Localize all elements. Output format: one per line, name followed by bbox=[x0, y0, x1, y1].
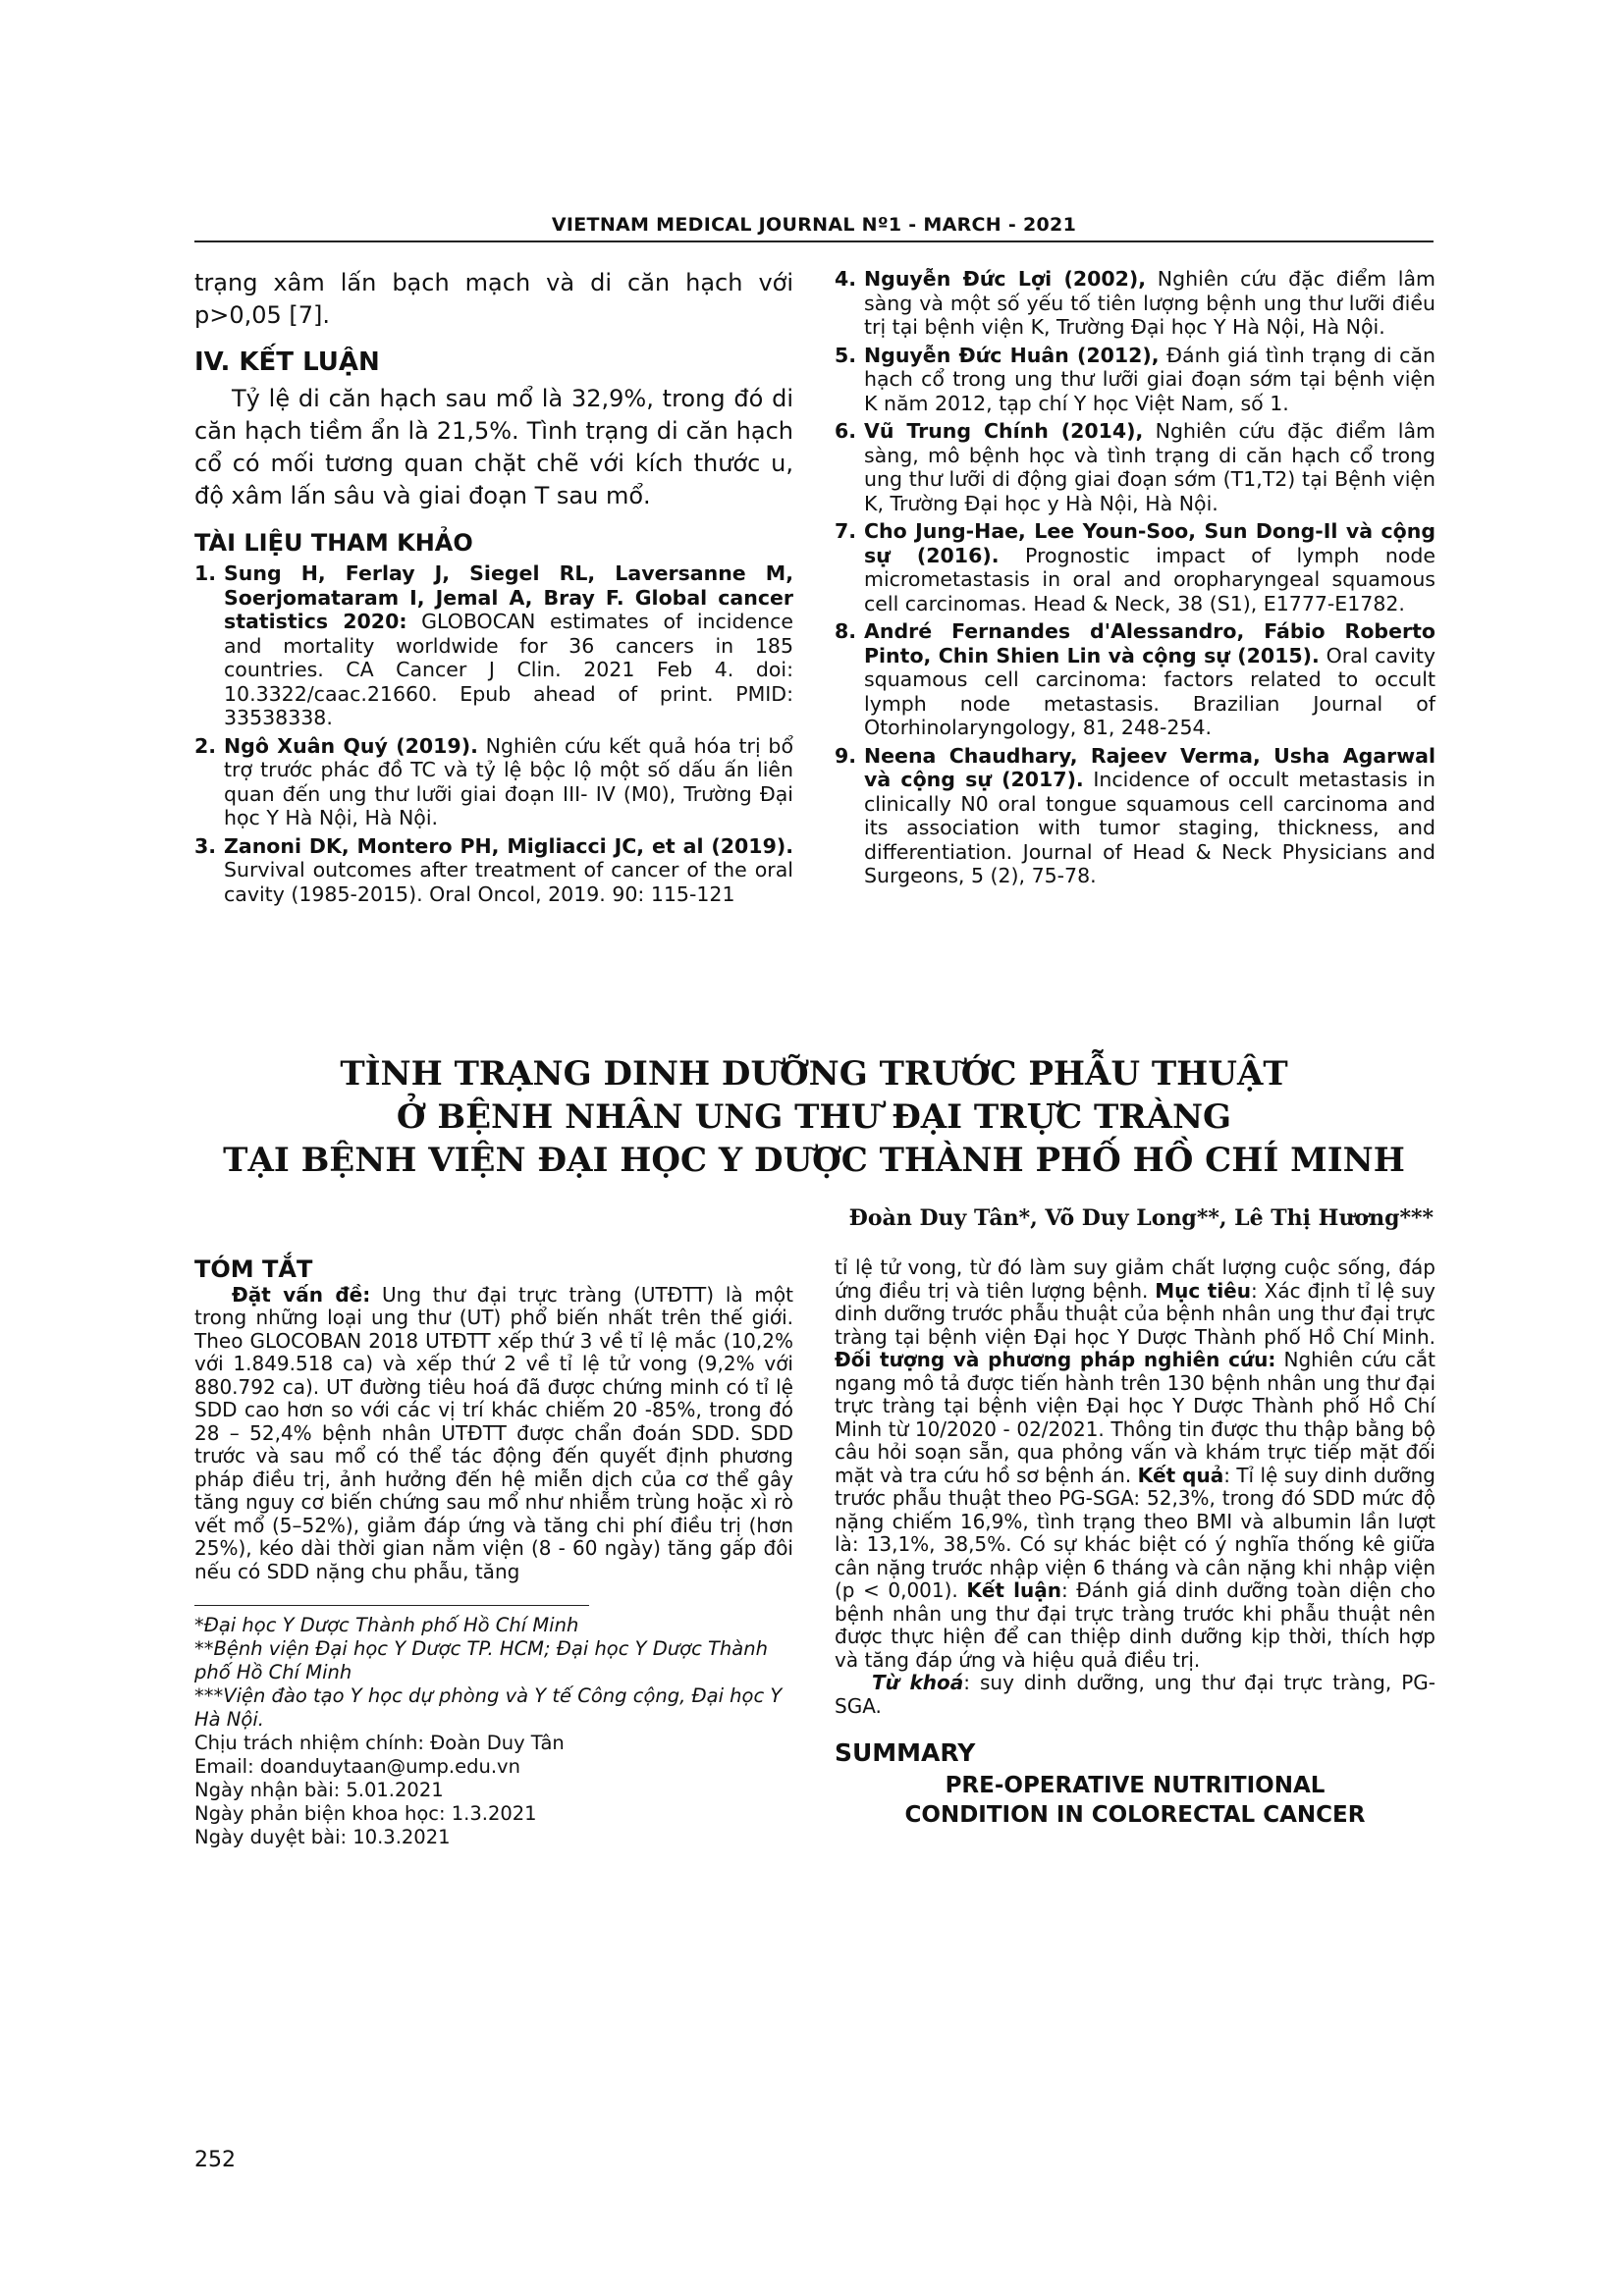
results-label: Kết quả bbox=[1137, 1463, 1224, 1487]
corresponding-author: Chịu trách nhiệm chính: Đoàn Duy Tân bbox=[194, 1732, 565, 1754]
reviewed-date: Ngày phản biện khoa học: 1.3.2021 bbox=[194, 1802, 537, 1825]
reference-text: Survival outcomes after treatment of cancer of the oral cavity (1985-2015). Oral Oncol, 2019. 90: 115-121 bbox=[224, 858, 793, 906]
reference-authors: Neena Chaudhary, Rajeev Verma, Usha Agarwal và cộng sự (2017). bbox=[864, 743, 1435, 791]
reference-authors: André Fernandes d'Alessandro, Fábio Roberto Pinto, Chin Shien Lin và cộng sự (2015). bbox=[864, 619, 1435, 667]
footnote-divider bbox=[194, 1605, 589, 1606]
reference-authors: Nguyễn Đức Lợi (2002), bbox=[864, 267, 1147, 291]
reference-item bbox=[835, 619, 1435, 740]
lower-left-column bbox=[194, 1255, 793, 1849]
reference-number: 9. bbox=[835, 743, 857, 768]
footnotes bbox=[194, 1614, 793, 1849]
reference-text: Nghiên cứu kết quả hóa trị bổ trợ trước phác đồ TC và tỷ lệ bộc lộ một số dấu ấn liên quan đến ung thư lưỡi giai đoạn III- IV (M0), Trường Đại học Y Hà Nội, Hà Nội. bbox=[224, 733, 793, 829]
reference-number: 3. bbox=[194, 833, 217, 858]
reference-item bbox=[835, 267, 1435, 340]
page-number: 252 bbox=[194, 2148, 236, 2172]
title-line: TÌNH TRẠNG DINH DƯỠNG TRƯỚC PHẪU THUẬT bbox=[340, 1054, 1288, 1094]
conclusion-text: : Đánh giá dinh dưỡng toàn diện cho bệnh nhân ung thư đại trực tràng trước khi phẫu thuật nên được thực hiện để can thiệp dinh dưỡng kịp thời, thích hợp và tăng đáp ứng và hiệu quả điều trị. bbox=[835, 1578, 1435, 1672]
reference-number: 4. bbox=[835, 267, 857, 291]
reference-text: Oral cavity squamous cell carcinoma: factors related to occult lymph node metastasis. Brazilian Journal of Otorhinolaryngology, 81, 248-254. bbox=[864, 643, 1436, 739]
affiliation-3: ***Viện đào tạo Y học dự phòng và Y tế Công cộng, Đại học Y Hà Nội. bbox=[194, 1684, 783, 1731]
reference-item bbox=[194, 734, 793, 830]
background-text: Ung thư đại trực tràng (UTĐTT) là một trong những loại ung thư (UT) phổ biến nhất trên thế giới. Theo GLOCOBAN 2018 UTĐTT xếp thứ 3 về tỉ lệ mắc (10,2% với 1.849.518 ca) và xếp thứ 2 về tỉ lệ tử vong (9,2% với 880.792 ca). UT đường tiêu hoá đã được chứng minh có tỉ lệ SDD cao hơn so với các vị trí khác chiếm 20 -85%, trong đó 28 – 52,4% bệnh nhân UTĐTT được chẩn đoán SDD. SDD trước và sau mổ có thể tác động đến quyết định phương pháp điều trị, ảnh hưởng đến hệ miễn dịch của cơ thể gây tăng nguy cơ biến chứng sau mổ như nhiễm trùng hoặc xì rò vết mổ (5–52%), giảm đáp ứng và tăng chi phí điều trị (hơn 25%), kéo dài thời gian nằm viện (8 - 60 ngày) tăng gấp đôi nếu có SDD nặng chu phẫu, tăng bbox=[194, 1282, 793, 1583]
reference-text: GLOBOCAN estimates of incidence and mortality worldwide for 36 cancers in 185 countries. CA Cancer J Clin. 2021 Feb 4. doi: 10.3322/caac.21660. Epub ahead of print. PMID: 33538338. bbox=[224, 610, 793, 729]
reference-item bbox=[835, 344, 1435, 416]
article-title bbox=[194, 1052, 1434, 1182]
reference-authors: Ngô Xuân Quý (2019). bbox=[224, 733, 478, 758]
reference-text: Nghiên cứu đặc điểm lâm sàng và một số yếu tố tiên lượng bệnh ung thư lưỡi điều trị tại bệnh viện K, Trường Đại học Y Hà Nội, Hà Nội. bbox=[864, 267, 1436, 339]
methods-text: Nghiên cứu cắt ngang mô tả được tiến hành trên 130 bệnh nhân ung thư đại trực tràng tại bệnh viện Đại học Y Dược Thành phố Hồ Chí Minh từ 10/2020 - 02/2021. Thông tin được thu thập bằng bộ câu hỏi soạn sẵn, qua phỏng vấn và khám trực tiếp mặt đối mặt và tra cứu hồ sơ bệnh án. bbox=[835, 1348, 1435, 1487]
header-divider bbox=[194, 240, 1434, 242]
abstract-cont-text: tỉ lệ tử vong, từ đó làm suy giảm chất lượng cuộc sống, đáp ứng điều trị và tiên lượng bệnh. bbox=[835, 1255, 1435, 1303]
affiliation-1: *Đại học Y Dược Thành phố Hồ Chí Minh bbox=[194, 1614, 579, 1636]
received-date: Ngày nhận bài: 5.01.2021 bbox=[194, 1779, 444, 1801]
reference-authors: Nguyễn Đức Huân (2012), bbox=[864, 343, 1160, 367]
accepted-date: Ngày duyệt bài: 10.3.2021 bbox=[194, 1826, 451, 1848]
reference-authors: Vũ Trung Chính (2014), bbox=[864, 419, 1144, 443]
summary-heading: SUMMARY bbox=[835, 1738, 976, 1767]
keywords-label: Từ khoá bbox=[872, 1671, 964, 1694]
intro-paragraph: trạng xâm lấn bạch mạch và di căn hạch với p>0,05 [7]. bbox=[194, 269, 793, 329]
upper-right-column bbox=[835, 267, 1435, 892]
reference-item bbox=[835, 419, 1435, 515]
journal-header: VIETNAM MEDICAL JOURNAL Nº1 - MARCH - 2021 bbox=[551, 214, 1077, 236]
reference-number: 1. bbox=[194, 561, 217, 585]
reference-item bbox=[194, 834, 793, 907]
affiliation-2: **Bệnh viện Đại học Y Dược TP. HCM; Đại học Y Dược Thành phố Hồ Chí Minh bbox=[194, 1637, 768, 1683]
reference-text: Incidence of occult metastasis in clinically N0 oral tongue squamous cell carcinoma and its association with tumor staging, thickness, and differentiation. Journal of Head & Neck Physicians and Surgeons, 5 (2), 75-78. bbox=[864, 768, 1435, 887]
summary-title-line: PRE-OPERATIVE NUTRITIONAL bbox=[945, 1772, 1326, 1798]
reference-authors: Cho Jung-Hae, Lee Youn-Soo, Sun Dong-Il và cộng sự (2016). bbox=[864, 519, 1435, 567]
reference-number: 5. bbox=[835, 343, 857, 367]
methods-label: Đối tượng và phương pháp nghiên cứu: bbox=[835, 1348, 1276, 1371]
reference-item bbox=[194, 561, 793, 730]
reference-text: Prognostic impact of lymph node micrometastasis in oral and oropharyngeal squamous cell carcinomas. Head & Neck, 38 (S1), E1777-E1782. bbox=[864, 543, 1436, 615]
email[interactable]: Email: doanduytaan@ump.edu.vn bbox=[194, 1755, 520, 1778]
conclusion-label: Kết luận bbox=[966, 1578, 1061, 1602]
abstract-heading: TÓM TẮT bbox=[194, 1255, 313, 1283]
conclusion-heading: IV. KẾT LUẬN bbox=[194, 347, 380, 377]
reference-number: 7. bbox=[835, 519, 857, 543]
keywords-text: : suy dinh dưỡng, ung thư đại trực tràng, PG-SGA. bbox=[835, 1671, 1435, 1718]
reference-text: Nghiên cứu đặc điểm lâm sàng, mô bệnh học và tình trạng di căn hạch cổ trong ung thư lưỡi di động giai đoạn sớm (T1,T2) tại Bệnh viện K, Trường Đại học y Hà Nội, Hà Nội. bbox=[864, 419, 1436, 515]
lower-right-column bbox=[835, 1256, 1435, 1830]
background-label: Đặt vấn đề: bbox=[232, 1282, 371, 1307]
conclusion-paragraph: Tỷ lệ di căn hạch sau mổ là 32,9%, trong đó di căn hạch tiềm ẩn là 21,5%. Tình trạng di căn hạch cổ có mối tương quan chặt chẽ với kích thước u, độ xâm lấn sâu và giai đoạn T sau mổ. bbox=[194, 385, 793, 509]
objective-text: : Xác định tỉ lệ suy dinh dưỡng trước phẫu thuật của bệnh nhân ung thư đại trực tràng tại bệnh viện Đại học Y Dược Thành phố Hồ Chí Minh. bbox=[835, 1278, 1435, 1349]
summary-title-line: CONDITION IN COLORECTAL CANCER bbox=[904, 1801, 1366, 1828]
article-authors: Đoàn Duy Tân*, Võ Duy Long**, Lê Thị Hương*** bbox=[848, 1205, 1434, 1231]
keywords bbox=[835, 1672, 1435, 1718]
references-heading: TÀI LIỆU THAM KHẢO bbox=[194, 529, 473, 557]
reference-item bbox=[835, 519, 1435, 615]
reference-item bbox=[835, 744, 1435, 888]
abstract-continuation bbox=[835, 1256, 1435, 1672]
reference-authors: Zanoni DK, Montero PH, Migliacci JC, et al (2019). bbox=[224, 833, 793, 858]
results-text: : Tỉ lệ suy dinh dưỡng trước phẫu thuật theo PG-SGA: 52,3%, trong đó SDD mức độ nặng chiếm 16,9%, tình trạng theo BMI và albumin lần lượt là: 13,1%, 38,5%. Có sự khác biệt có ý nghĩa thống kê giữa cân nặng trước nhập viện 6 tháng và cân nặng khi nhập viện (p < 0,001). bbox=[835, 1463, 1435, 1602]
objective-label: Mục tiêu bbox=[1155, 1278, 1251, 1303]
summary-title bbox=[835, 1771, 1435, 1830]
title-line: TẠI BỆNH VIỆN ĐẠI HỌC Y DƯỢC THÀNH PHỐ HỒ CHÍ MINH bbox=[223, 1141, 1405, 1180]
upper-left-column bbox=[194, 267, 793, 910]
reference-text: Đánh giá tình trạng di căn hạch cổ trong ung thư lưỡi giai đoạn sớm tại bệnh viện K năm 2012, tạp chí Y học Việt Nam, số 1. bbox=[864, 343, 1435, 415]
reference-authors: Sung H, Ferlay J, Siegel RL, Laversanne M, Soerjomataram I, Jemal A, Bray F. Global cancer statistics 2020: bbox=[224, 561, 793, 633]
title-line: Ở BỆNH NHÂN UNG THƯ ĐẠI TRỰC TRÀNG bbox=[396, 1097, 1232, 1137]
reference-number: 6. bbox=[835, 419, 857, 443]
reference-number: 8. bbox=[835, 619, 857, 643]
reference-number: 2. bbox=[194, 733, 217, 758]
abstract-background bbox=[194, 1284, 793, 1584]
